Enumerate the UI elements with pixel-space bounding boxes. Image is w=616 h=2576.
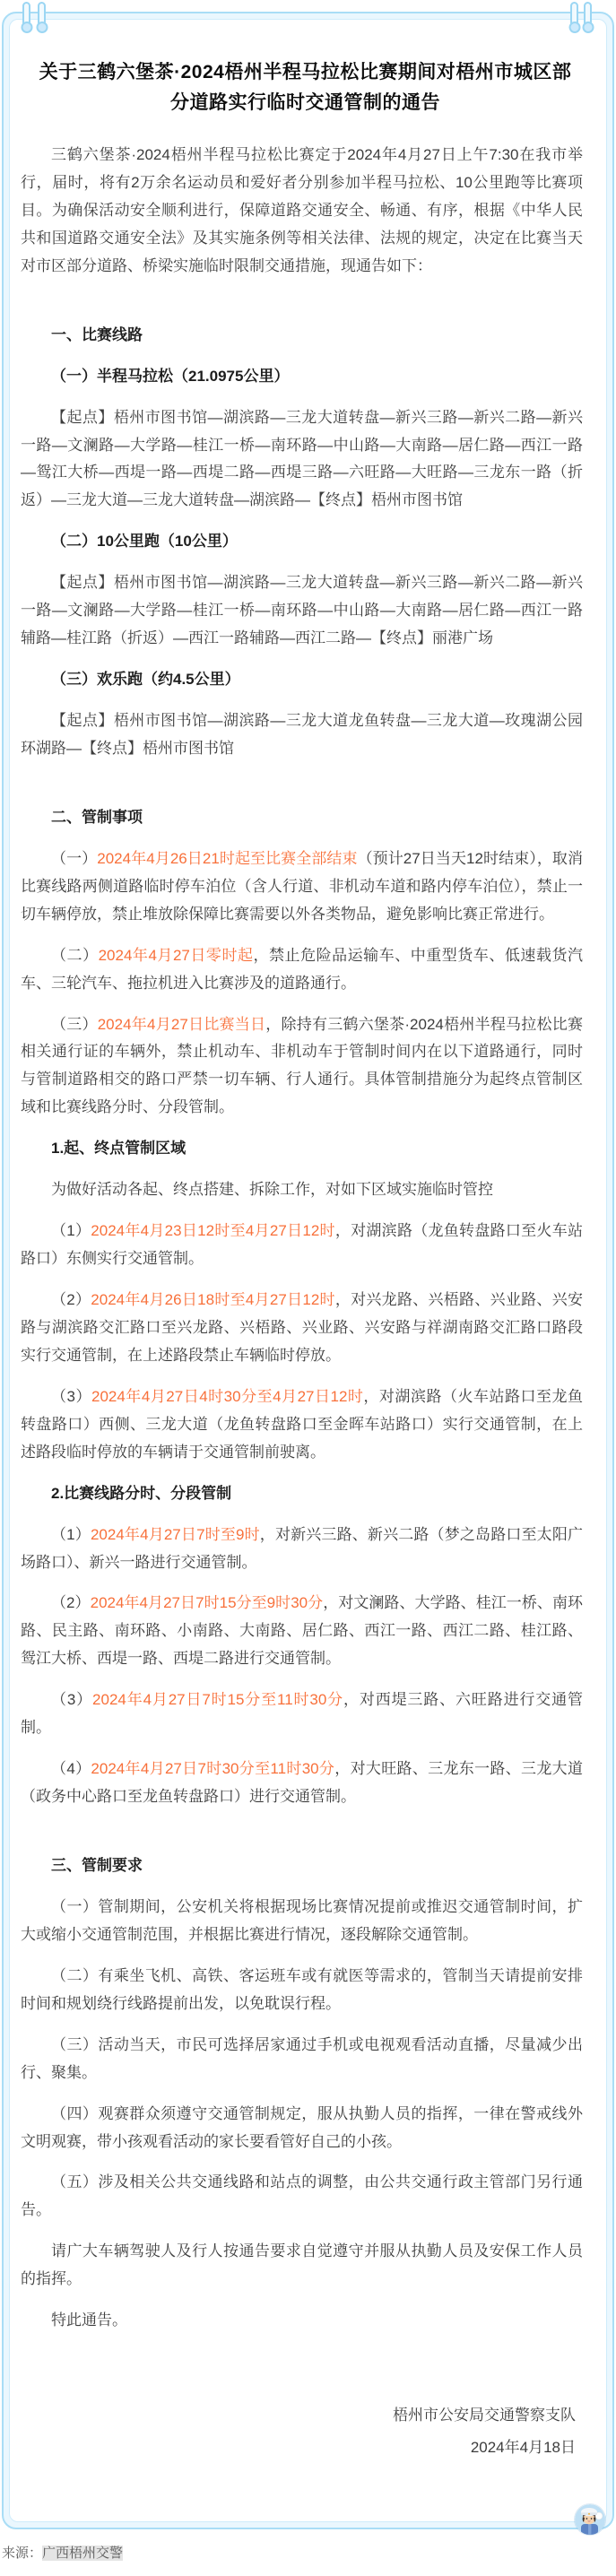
signature-date: 2024年4月18日: [470, 2438, 576, 2456]
text-segment: （二）有乘坐飞机、高铁、客运班车或有就医等需求的，管制当天请提前安排时间和规划绕行线路提前出发，以免耽误行程。: [21, 1966, 583, 2012]
section-heading: [21, 666, 583, 694]
text-segment: 特此通告。: [51, 2311, 127, 2329]
pin-icon: [38, 2, 46, 30]
paragraph: [21, 404, 583, 516]
text-segment: 1.起、终点管制区域: [51, 1140, 187, 1158]
text-segment: （三）活动当天，市民可选择居家通过手机或电视观看活动直播，尽量减少出行、聚集。: [21, 2035, 583, 2081]
text-segment: （四）观赛群众须遵守交通管制规定，服从执勤人员的指挥，一律在警戒线外文明观赛，带小孩观看活动的家长要看管好自己的小孩。: [21, 2104, 583, 2150]
paragraph: [21, 1011, 583, 1123]
notice-card: [2, 12, 614, 2529]
text-segment: （五）涉及相关公共交通线路和站点的调整，由公共交通行政主管部门另行通告。: [21, 2173, 583, 2219]
paragraph: [21, 1218, 583, 1273]
text-segment: （3）: [51, 1387, 91, 1405]
notice-card-inner: [9, 19, 607, 2522]
paragraph: [21, 1383, 583, 1467]
paragraph: [21, 1287, 583, 1370]
accent-date-text: 2024年4月27日7时30分至11时30分: [91, 1760, 335, 1778]
text-segment: 【起点】梧州市图书馆—湖滨路—三龙大道龙鱼转盘—三龙大道—玫瑰湖公园环湖路—【终点】梧州市图书馆: [21, 712, 583, 757]
text-segment: （预计27日当天12时结束），取消比赛线路两侧道路临时停车泊位（含人行道、非机动车道和路内停车泊位），禁止一切车辆停放，禁止堆放除保障比赛需要以外各类物品，避免影响比赛正常进行。: [21, 849, 583, 923]
text-segment: 请广大车辆驾驶人及行人按通告要求自觉遵守并服从执勤人员及安保工作人员的指挥。: [21, 2242, 583, 2288]
accent-date-text: 2024年4月27日7时15分至9时30分: [90, 1594, 324, 1612]
text-segment: 为做好活动各起、终点搭建、拆除工作，对如下区域实施临时管控: [51, 1181, 493, 1199]
text-segment: 一、比赛线路: [51, 325, 143, 343]
paragraph: [21, 1590, 583, 1673]
paragraph: [21, 142, 583, 281]
accent-date-text: 2024年4月27日7时至9时: [90, 1525, 260, 1543]
source-line: [2, 2544, 614, 2564]
paragraph: [21, 569, 583, 653]
text-segment: （一）管制期间，公安机关将根据现场比赛情况提前或推迟交通管制时间，扩大或缩小交通管制范围，并根据比赛进行情况，逐段解除交通管制。: [21, 1897, 583, 1943]
paragraph: [21, 2032, 583, 2087]
paragraph: [21, 1176, 583, 1204]
text-segment: （2）: [51, 1594, 91, 1612]
text-segment: （1）: [51, 1525, 91, 1543]
accent-date-text: 2024年4月27日零时起: [98, 946, 254, 964]
text-segment: （2）: [51, 1291, 91, 1309]
paragraph: [21, 1963, 583, 2018]
paragraph: [21, 1687, 583, 1742]
section-heading: [21, 363, 583, 391]
notice-title: 关于三鹤六堡茶·2024梧州半程马拉松比赛期间对梧州市城区部分道路实行临时交通管制的通告: [39, 62, 572, 114]
text-segment: （1）: [51, 1222, 91, 1240]
signature-block: [21, 2399, 583, 2463]
text-segment: （一）半程马拉松（21.0975公里）: [51, 367, 290, 385]
text-segment: ，对西堤三路、六旺路进行交通管制。: [21, 1691, 583, 1737]
paragraph: [21, 1894, 583, 1949]
paragraph: [21, 2307, 583, 2335]
paragraph: [21, 707, 583, 763]
pin-icon: [584, 2, 592, 30]
text-segment: （3）: [51, 1691, 93, 1709]
paragraph: [21, 2169, 583, 2225]
text-segment: （4）: [51, 1760, 91, 1778]
accent-date-text: 2024年4月27日4时30分至4月27日12时: [91, 1387, 364, 1405]
signature-issuer: 梧州市公安局交通警察支队: [393, 2407, 576, 2424]
accent-date-text: 2024年4月26日18时至4月27日12时: [91, 1291, 335, 1309]
text-segment: （三）欢乐跑（约4.5公里）: [51, 671, 240, 689]
accent-date-text: 2024年4月26日21时起至比赛全部结束: [97, 849, 358, 867]
text-segment: ，除持有三鹤六堡茶·2024梧州半程马拉松比赛相关通行证的车辆外，禁止机动车、非机动车于管制时间内在以下道路通行，同时与管制道路相交的路口严禁一切车辆、行人通行。具体管制措施分为起终点管制区域和比赛线路分时、分段管制。: [21, 1015, 583, 1116]
section-heading: [21, 322, 583, 350]
accent-date-text: 2024年4月27日7时15分至11时30分: [92, 1691, 343, 1709]
text-segment: ，对兴龙路、兴梧路、兴业路、兴安路与湖滨路交汇路口至兴龙路、兴梧路、兴业路、兴安路与祥湖南路交汇路口路段实行交通管制，在上述路段禁止车辆临时停放。: [21, 1291, 583, 1364]
section-heading: [21, 1480, 583, 1508]
text-segment: 三、管制要求: [51, 1857, 143, 1875]
paragraph: [21, 1522, 583, 1577]
text-segment: （一）: [51, 849, 98, 867]
section-heading: [21, 804, 583, 832]
accent-date-text: 2024年4月27日比赛当日: [97, 1015, 266, 1033]
text-segment: ，对湖滨路（龙鱼转盘路口至火车站路口）东侧实行交通管制。: [21, 1222, 583, 1268]
source-label: 来源：: [2, 2545, 43, 2561]
paragraph: [21, 2101, 583, 2156]
pin-icon: [22, 2, 30, 30]
paragraph: [21, 2238, 583, 2294]
section-heading: [21, 528, 583, 556]
section-heading: [21, 1135, 583, 1163]
text-segment: 【起点】梧州市图书馆—湖滨路—三龙大道转盘—新兴三路—新兴二路—新兴一路—文澜路—大学路—桂江一桥—南环路—中山路—大南路—居仁路—西江一路—鸳江大桥—西堤一路—西堤二路—西堤三路—六旺路—大旺路—三龙东一路（折返）—三龙大道—三龙大道转盘—湖滨路—【终点】梧州市图书馆: [21, 408, 583, 509]
pin-icon: [570, 2, 578, 30]
text-segment: ，对新兴三路、新兴二路（梦之岛路口至太阳广场路口）、新兴一路进行交通管制。: [21, 1525, 583, 1571]
text-segment: ，对大旺路、三龙东一路、三龙大道（政务中心路口至龙鱼转盘路口）进行交通管制。: [21, 1760, 583, 1806]
source-value: 广西梧州交警: [42, 2545, 124, 2561]
text-segment: 二、管制事项: [51, 808, 143, 826]
text-segment: （三）: [51, 1015, 98, 1033]
paragraph: [21, 846, 583, 929]
police-mascot-icon: [575, 2504, 605, 2535]
accent-date-text: 2024年4月23日12时至4月27日12时: [91, 1222, 335, 1240]
text-segment: ，对文澜路、大学路、桂江一桥、南环路、民主路、南环路、小南路、大南路、居仁路、西江一路、西江二路、桂江路、鸳江大桥、西堤一路、西堤二路进行交通管制。: [21, 1594, 583, 1668]
section-heading: [21, 1852, 583, 1880]
paragraph: [21, 1756, 583, 1811]
notice-body: [21, 142, 583, 2335]
text-segment: （二）: [51, 946, 99, 964]
police-mascot-avatar: [575, 2504, 605, 2535]
text-segment: ，对湖滨路（火车站路口至龙鱼转盘路口）西侧、三龙大道（龙鱼转盘路口至金晖车站路口）实行交通管制，在上述路段临时停放的车辆请于交通管制前驶离。: [21, 1387, 584, 1461]
text-segment: 三鹤六堡茶·2024梧州半程马拉松比赛定于2024年4月27日上午7:30在我市举行，届时，将有2万余名运动员和爱好者分别参加半程马拉松、10公里跑等比赛项目。为确保活动安全顺利进行，保障道路交通安全、畅通、有序，根据《中华人民共和国道路交通安全法》及其实施条例等相关法律、法规的规定，决定在比赛当天对市区部分道路、桥梁实施临时限制交通措施，现通告如下：: [21, 146, 583, 274]
text-segment: ，禁止危险品运输车、中重型货车、低速载货汽车、三轮汽车、拖拉机进入比赛涉及的道路通行。: [21, 946, 584, 992]
paragraph: [21, 942, 583, 998]
text-segment: 2.比赛线路分时、分段管制: [51, 1484, 232, 1502]
text-segment: （二）10公里跑（10公里）: [51, 533, 238, 551]
text-segment: 【起点】梧州市图书馆—湖滨路—三龙大道转盘—新兴三路—新兴二路—新兴一路—文澜路—大学路—桂江一桥—南环路—中山路—大南路—居仁路—西江一路辅路—桂江路（折返）—西江一路辅路—西江二路—【终点】丽港广场: [21, 574, 583, 647]
